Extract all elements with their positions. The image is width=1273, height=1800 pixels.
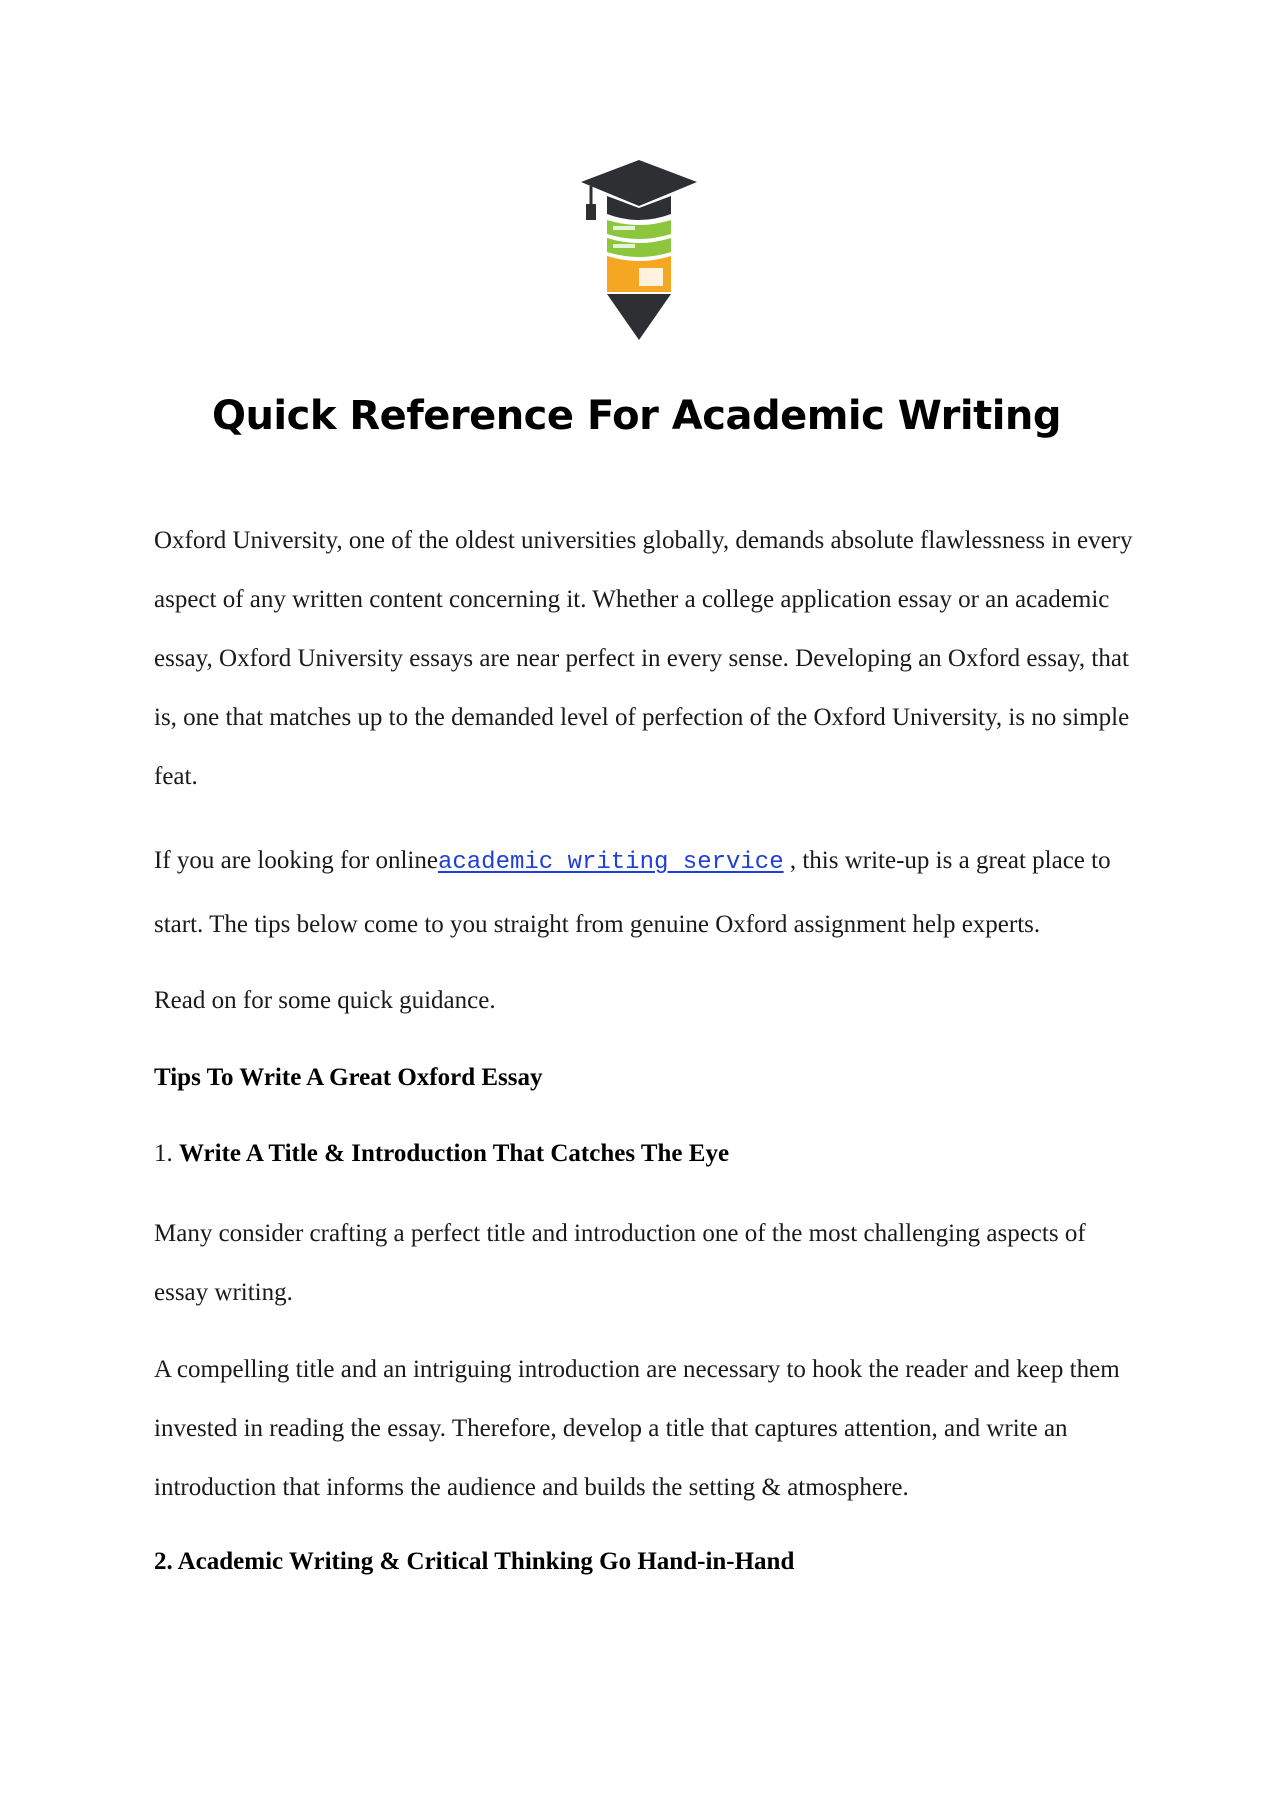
tip-1-paragraph-2: A compelling title and an intriguing introduction are necessary to hook the reader and keep them invested in reading the essay. Therefore, develop a title that captures attention, and write an introduction that informs the audience and builds the setting & atmosphere. bbox=[154, 1356, 1120, 1501]
tip-1-paragraph-1: Many consider crafting a perfect title and introduction one of the most challenging aspects of essay writing. bbox=[154, 1220, 1086, 1306]
tip-1-heading-line bbox=[154, 1139, 1134, 1169]
tip-1-heading: Write A Title & Introduction That Catches The Eye bbox=[179, 1140, 730, 1167]
read-on-text: Read on for some quick guidance. bbox=[154, 987, 496, 1014]
intro-paragraph: Oxford University, one of the oldest universities globally, demands absolute flawlessness in every aspect of any written content concerning it. Whether a college application essay or an academic essay, Oxford University essays are near perfect in every sense. Developing an Oxford essay, that is, one that matches up to the demanded level of perfection of the Oxford University, is no simple feat. bbox=[154, 527, 1133, 790]
service-text-after: , this write-up is a great place to bbox=[783, 847, 1111, 874]
service-text-before: If you are looking for online bbox=[154, 847, 438, 874]
tips-heading: Tips To Write A Great Oxford Essay bbox=[154, 1064, 543, 1091]
green-book-stripe-2 bbox=[613, 244, 635, 248]
document-title: Quick Reference For Academic Writing bbox=[211, 393, 1062, 439]
service-paragraph-line-1 bbox=[154, 846, 1134, 878]
tip-1-number: 1. bbox=[154, 1140, 179, 1167]
graduation-cap-pencil-icon bbox=[573, 160, 703, 340]
cap-board bbox=[581, 160, 697, 206]
tip-2-heading: 2. Academic Writing & Critical Thinking Go Hand-in-Hand bbox=[154, 1548, 795, 1575]
academic-writing-service-link[interactable]: academic writing service bbox=[437, 849, 784, 876]
graduation-cap-pencil-logo bbox=[573, 160, 703, 340]
tassel bbox=[586, 204, 596, 220]
orange-book-label bbox=[639, 268, 663, 286]
pencil-tip bbox=[607, 294, 671, 340]
green-book-stripe-1 bbox=[613, 226, 635, 230]
service-paragraph-line-2: start. The tips below come to you straight from genuine Oxford assignment help experts. bbox=[154, 911, 1041, 938]
